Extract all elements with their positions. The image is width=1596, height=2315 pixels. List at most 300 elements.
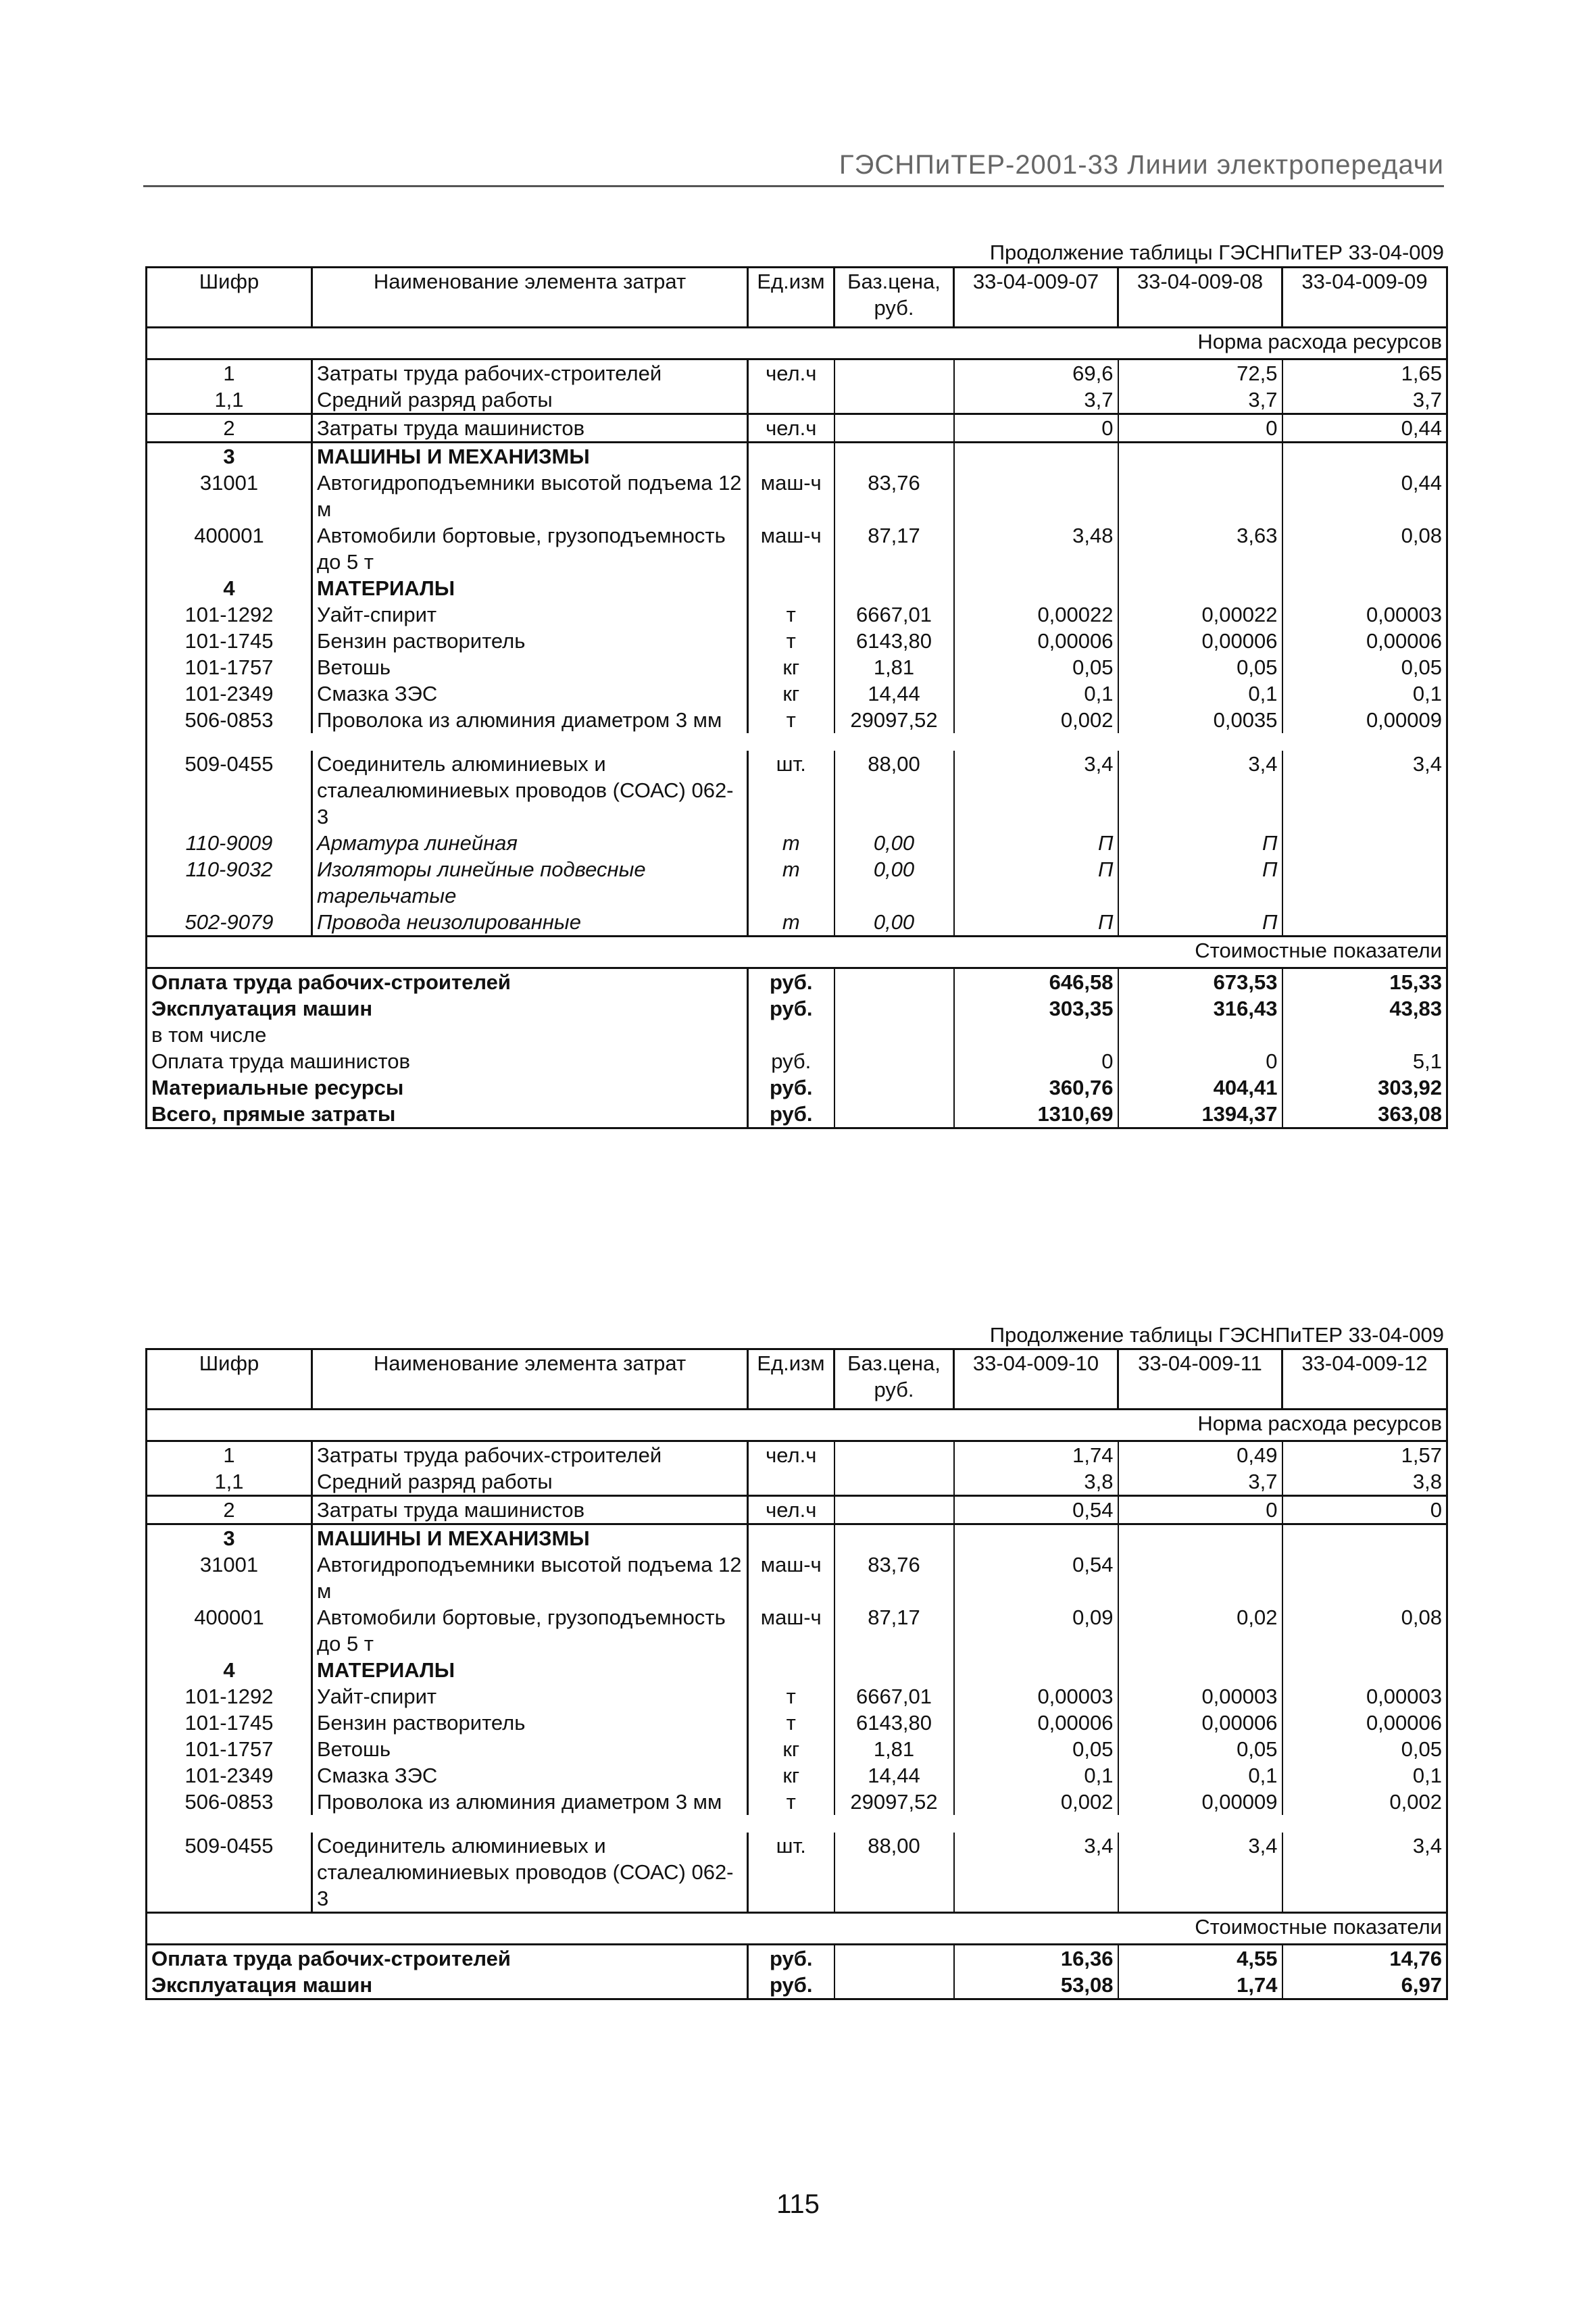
row-value xyxy=(954,1657,1118,1683)
summary-row xyxy=(147,1022,1447,1048)
summary-name: Оплата труда рабочих-строителей xyxy=(147,1945,748,1972)
row-value: 0,09 xyxy=(954,1604,1118,1657)
row-value: 3,63 xyxy=(1118,522,1282,575)
row-value: П xyxy=(1118,830,1282,856)
summary-row xyxy=(147,1074,1447,1101)
row-name: Проволока из алюминия диаметром 3 мм xyxy=(312,707,748,733)
row-price: 29097,52 xyxy=(834,707,954,733)
resource-table-2 xyxy=(145,1348,1448,2000)
summary-row xyxy=(147,1972,1447,1999)
row-value: 3,4 xyxy=(1118,751,1282,830)
row-value: 0 xyxy=(954,414,1118,443)
row-unit xyxy=(748,1524,834,1552)
row-value: 69,6 xyxy=(954,359,1118,387)
row-name: Затраты труда машинистов xyxy=(312,1496,748,1524)
summary-row xyxy=(147,968,1447,996)
row-value: 3,4 xyxy=(1118,1833,1282,1913)
row-value: 0,05 xyxy=(1282,1736,1447,1762)
row-code: 506-0853 xyxy=(147,1789,312,1815)
row-value: 0,05 xyxy=(1118,1736,1282,1762)
summary-name: Оплата труда рабочих-строителей xyxy=(147,968,748,996)
row-price: 1,81 xyxy=(834,1736,954,1762)
row-code: 2 xyxy=(147,414,312,443)
row-code: 506-0853 xyxy=(147,707,312,733)
summary-row xyxy=(147,1945,1447,1972)
row-value: 72,5 xyxy=(1118,359,1282,387)
row-code: 101-1292 xyxy=(147,601,312,628)
summary-name: Материальные ресурсы xyxy=(147,1074,748,1101)
row-code: 4 xyxy=(147,575,312,601)
summary-unit: руб. xyxy=(748,1048,834,1074)
row-unit: т xyxy=(748,830,834,856)
row-name: Затраты труда машинистов xyxy=(312,414,748,443)
row-value xyxy=(1282,1551,1447,1604)
row-value: 0,00009 xyxy=(1282,707,1447,733)
row-name: Соединитель алюминиевых и сталеалюминиевых проводов (СОАС) 062-3 xyxy=(312,1833,748,1913)
summary-value: 14,76 xyxy=(1282,1945,1447,1972)
row-value: 0,00003 xyxy=(1282,601,1447,628)
table-row xyxy=(147,1524,1447,1552)
row-value: 0,44 xyxy=(1282,414,1447,443)
row-name: Арматура линейная xyxy=(312,830,748,856)
row-name: Смазка ЗЭС xyxy=(312,1762,748,1789)
row-value xyxy=(1282,909,1447,937)
row-name: Затраты труда рабочих-строителей xyxy=(312,1441,748,1469)
row-unit: чел.ч xyxy=(748,414,834,443)
col-header-resource-code: 33-04-009-12 xyxy=(1282,1349,1447,1410)
col-header-resource-code: 33-04-009-11 xyxy=(1118,1349,1282,1410)
row-value xyxy=(1282,856,1447,909)
summary-value: 1310,69 xyxy=(954,1101,1118,1128)
row-unit xyxy=(748,387,834,414)
table-header-row xyxy=(147,268,1447,328)
row-price xyxy=(834,1657,954,1683)
summary-value: 673,53 xyxy=(1118,968,1282,996)
row-unit: маш-ч xyxy=(748,470,834,522)
table-row xyxy=(147,387,1447,414)
row-value: 0,1 xyxy=(1282,680,1447,707)
summary-value: 0 xyxy=(954,1048,1118,1074)
row-unit: т xyxy=(748,1710,834,1736)
row-code: 110-9009 xyxy=(147,830,312,856)
norm-band-label: Норма расхода ресурсов xyxy=(147,1410,1447,1441)
table-row xyxy=(147,707,1447,733)
table-row xyxy=(147,654,1447,680)
summary-price xyxy=(834,1972,954,1999)
row-unit: шт. xyxy=(748,1833,834,1913)
row-value: П xyxy=(1118,856,1282,909)
row-name: Автогидроподъемники высотой подъема 12 м xyxy=(312,470,748,522)
row-unit xyxy=(748,575,834,601)
row-price: 87,17 xyxy=(834,1604,954,1657)
row-value: 0,00003 xyxy=(1282,1683,1447,1710)
row-price: 6143,80 xyxy=(834,1710,954,1736)
col-header-unit: Ед.изм xyxy=(748,1349,834,1410)
norm-band-row xyxy=(147,1410,1447,1441)
row-value: 0,00003 xyxy=(954,1683,1118,1710)
summary-price xyxy=(834,995,954,1022)
row-name: Ветошь xyxy=(312,654,748,680)
row-code: 101-1745 xyxy=(147,628,312,654)
summary-unit: руб. xyxy=(748,1101,834,1128)
col-header-resource-code: 33-04-009-09 xyxy=(1282,268,1447,328)
row-code: 3 xyxy=(147,443,312,470)
spacer-row xyxy=(147,1815,1447,1833)
row-price xyxy=(834,414,954,443)
summary-name: Эксплуатация машин xyxy=(147,995,748,1022)
row-code: 509-0455 xyxy=(147,1833,312,1913)
row-price xyxy=(834,575,954,601)
row-value: 3,48 xyxy=(954,522,1118,575)
row-value: 3,7 xyxy=(1118,1468,1282,1496)
row-code: 400001 xyxy=(147,1604,312,1657)
col-header-resource-code: 33-04-009-10 xyxy=(954,1349,1118,1410)
summary-price xyxy=(834,1945,954,1972)
summary-name: Эксплуатация машин xyxy=(147,1972,748,1999)
row-name: Изоляторы линейные подвесные тарельчатые xyxy=(312,856,748,909)
row-value: 0,0035 xyxy=(1118,707,1282,733)
col-header-name: Наименование элемента затрат xyxy=(312,1349,748,1410)
row-value: 0,02 xyxy=(1118,1604,1282,1657)
row-value: 0,00022 xyxy=(1118,601,1282,628)
row-value xyxy=(1118,443,1282,470)
row-unit: маш-ч xyxy=(748,1551,834,1604)
row-price: 1,81 xyxy=(834,654,954,680)
row-value: 0,1 xyxy=(954,680,1118,707)
summary-value: 316,43 xyxy=(1118,995,1282,1022)
row-code: 1 xyxy=(147,359,312,387)
row-code: 1 xyxy=(147,1441,312,1469)
summary-value: 5,1 xyxy=(1282,1048,1447,1074)
table-row xyxy=(147,751,1447,830)
summary-value: 1,74 xyxy=(1118,1972,1282,1999)
row-name: Бензин растворитель xyxy=(312,628,748,654)
row-value: 0,00003 xyxy=(1118,1683,1282,1710)
row-code: 101-1757 xyxy=(147,1736,312,1762)
row-unit: т xyxy=(748,856,834,909)
col-header-resource-code: 33-04-009-07 xyxy=(954,268,1118,328)
row-value: 0,54 xyxy=(954,1496,1118,1524)
summary-unit: руб. xyxy=(748,1074,834,1101)
table-row xyxy=(147,522,1447,575)
table-row xyxy=(147,1736,1447,1762)
summary-value: 0 xyxy=(1118,1048,1282,1074)
row-price xyxy=(834,1524,954,1552)
row-value: 3,4 xyxy=(1282,1833,1447,1913)
row-price: 0,00 xyxy=(834,909,954,937)
table-1-caption: Продолжение таблицы ГЭСНПиТЕР 33-04-009 xyxy=(989,241,1444,264)
row-price: 83,76 xyxy=(834,470,954,522)
row-code: 1,1 xyxy=(147,1468,312,1496)
row-value: П xyxy=(954,830,1118,856)
row-value xyxy=(954,575,1118,601)
row-code: 2 xyxy=(147,1496,312,1524)
row-code: 101-1745 xyxy=(147,1710,312,1736)
summary-value xyxy=(1282,1022,1447,1048)
row-unit: чел.ч xyxy=(748,1496,834,1524)
table-row xyxy=(147,443,1447,470)
row-value xyxy=(1282,1524,1447,1552)
row-unit: т xyxy=(748,601,834,628)
row-value: 0,1 xyxy=(1282,1762,1447,1789)
table-row xyxy=(147,1683,1447,1710)
row-price xyxy=(834,443,954,470)
row-unit: т xyxy=(748,707,834,733)
summary-unit: руб. xyxy=(748,968,834,996)
row-value: 0,00006 xyxy=(954,628,1118,654)
row-value: 0,49 xyxy=(1118,1441,1282,1469)
col-header-code: Шифр xyxy=(147,268,312,328)
row-unit: чел.ч xyxy=(748,1441,834,1469)
row-price: 6143,80 xyxy=(834,628,954,654)
summary-value: 16,36 xyxy=(954,1945,1118,1972)
row-name: Автогидроподъемники высотой подъема 12 м xyxy=(312,1551,748,1604)
row-name: Автомобили бортовые, грузоподъемность до 5 т xyxy=(312,1604,748,1657)
summary-price xyxy=(834,968,954,996)
row-value xyxy=(1118,1524,1282,1552)
col-header-name: Наименование элемента затрат xyxy=(312,268,748,328)
summary-unit: руб. xyxy=(748,1945,834,1972)
summary-value: 303,35 xyxy=(954,995,1118,1022)
row-value xyxy=(1118,1657,1282,1683)
table-row xyxy=(147,1441,1447,1469)
col-header-code: Шифр xyxy=(147,1349,312,1410)
row-value: 0,05 xyxy=(954,654,1118,680)
row-name: Уайт-спирит xyxy=(312,1683,748,1710)
row-unit: т xyxy=(748,1789,834,1815)
cost-band-row xyxy=(147,937,1447,968)
row-name: Автомобили бортовые, грузоподъемность до 5 т xyxy=(312,522,748,575)
summary-name: Всего, прямые затраты xyxy=(147,1101,748,1128)
resource-table-1 xyxy=(145,266,1448,1129)
col-header-price: Баз.цена, руб. xyxy=(834,268,954,328)
table-row xyxy=(147,470,1447,522)
row-code: 110-9032 xyxy=(147,856,312,909)
row-value: 0,00006 xyxy=(1118,1710,1282,1736)
row-value: 0,44 xyxy=(1282,470,1447,522)
row-unit: т xyxy=(748,909,834,937)
summary-value: 43,83 xyxy=(1282,995,1447,1022)
row-name: Провода неизолированные xyxy=(312,909,748,937)
summary-value: 303,92 xyxy=(1282,1074,1447,1101)
col-header-resource-code: 33-04-009-08 xyxy=(1118,268,1282,328)
summary-name: Оплата труда машинистов xyxy=(147,1048,748,1074)
header-rule xyxy=(143,185,1444,187)
table-row xyxy=(147,414,1447,443)
spacer-row xyxy=(147,733,1447,751)
row-value: 0,1 xyxy=(1118,680,1282,707)
summary-value: 53,08 xyxy=(954,1972,1118,1999)
row-unit: маш-ч xyxy=(748,1604,834,1657)
row-value: 1,65 xyxy=(1282,359,1447,387)
summary-row xyxy=(147,995,1447,1022)
table-row xyxy=(147,680,1447,707)
row-value: 3,7 xyxy=(1282,387,1447,414)
table-row xyxy=(147,601,1447,628)
summary-value: 1394,37 xyxy=(1118,1101,1282,1128)
row-unit: чел.ч xyxy=(748,359,834,387)
row-value: 0,00022 xyxy=(954,601,1118,628)
summary-value: 404,41 xyxy=(1118,1074,1282,1101)
table-row xyxy=(147,1604,1447,1657)
row-unit: кг xyxy=(748,1762,834,1789)
row-value: 3,4 xyxy=(1282,751,1447,830)
row-value: 0,002 xyxy=(954,1789,1118,1815)
row-code: 31001 xyxy=(147,470,312,522)
summary-price xyxy=(834,1074,954,1101)
row-value xyxy=(1282,443,1447,470)
row-value: 0,00009 xyxy=(1118,1789,1282,1815)
summary-price xyxy=(834,1048,954,1074)
row-value: 1,74 xyxy=(954,1441,1118,1469)
summary-value: 6,97 xyxy=(1282,1972,1447,1999)
row-price: 6667,01 xyxy=(834,601,954,628)
row-value: 0,002 xyxy=(954,707,1118,733)
row-value: 0,1 xyxy=(1118,1762,1282,1789)
table-row xyxy=(147,575,1447,601)
row-value xyxy=(954,1524,1118,1552)
row-price: 87,17 xyxy=(834,522,954,575)
row-code: 101-1292 xyxy=(147,1683,312,1710)
row-unit: маш-ч xyxy=(748,522,834,575)
row-name: Соединитель алюминиевых и сталеалюминиевых проводов (СОАС) 062-3 xyxy=(312,751,748,830)
row-price xyxy=(834,359,954,387)
summary-price xyxy=(834,1022,954,1048)
row-code: 3 xyxy=(147,1524,312,1552)
row-value: 0,00006 xyxy=(1282,1710,1447,1736)
row-price: 88,00 xyxy=(834,751,954,830)
row-value: 0 xyxy=(1118,414,1282,443)
row-name: МАТЕРИАЛЫ xyxy=(312,575,748,601)
row-name: МАШИНЫ И МЕХАНИЗМЫ xyxy=(312,1524,748,1552)
summary-value xyxy=(954,1022,1118,1048)
row-name: МАШИНЫ И МЕХАНИЗМЫ xyxy=(312,443,748,470)
row-price: 0,00 xyxy=(834,856,954,909)
row-value xyxy=(1282,830,1447,856)
summary-value: 363,08 xyxy=(1282,1101,1447,1128)
row-code: 509-0455 xyxy=(147,751,312,830)
row-name: Смазка ЗЭС xyxy=(312,680,748,707)
row-value xyxy=(1118,1551,1282,1604)
row-name: Проволока из алюминия диаметром 3 мм xyxy=(312,1789,748,1815)
summary-unit: руб. xyxy=(748,995,834,1022)
table-header-row xyxy=(147,1349,1447,1410)
row-value: 0,08 xyxy=(1282,522,1447,575)
row-price xyxy=(834,1496,954,1524)
table-row xyxy=(147,856,1447,909)
row-value: 0,1 xyxy=(954,1762,1118,1789)
row-value: П xyxy=(1118,909,1282,937)
table-row xyxy=(147,359,1447,387)
table-row xyxy=(147,1657,1447,1683)
row-name: Затраты труда рабочих-строителей xyxy=(312,359,748,387)
row-price: 14,44 xyxy=(834,1762,954,1789)
row-unit xyxy=(748,1657,834,1683)
row-value: 0,00006 xyxy=(1118,628,1282,654)
summary-row xyxy=(147,1101,1447,1128)
row-value xyxy=(1282,1657,1447,1683)
row-name: Бензин растворитель xyxy=(312,1710,748,1736)
row-value: 0,08 xyxy=(1282,1604,1447,1657)
row-price xyxy=(834,1441,954,1469)
row-code: 101-1757 xyxy=(147,654,312,680)
summary-value: 360,76 xyxy=(954,1074,1118,1101)
page-number: 115 xyxy=(776,2189,820,2219)
row-unit: т xyxy=(748,628,834,654)
row-value: 0,002 xyxy=(1282,1789,1447,1815)
row-value: 3,8 xyxy=(1282,1468,1447,1496)
cost-band-row xyxy=(147,1913,1447,1945)
row-value xyxy=(954,470,1118,522)
row-value xyxy=(1118,470,1282,522)
row-unit: кг xyxy=(748,654,834,680)
row-value: 0,54 xyxy=(954,1551,1118,1604)
row-value: 0,05 xyxy=(954,1736,1118,1762)
cost-band-label: Стоимостные показатели xyxy=(147,1913,1447,1945)
table-row xyxy=(147,830,1447,856)
row-name: Средний разряд работы xyxy=(312,1468,748,1496)
col-header-price: Баз.цена, руб. xyxy=(834,1349,954,1410)
row-code: 400001 xyxy=(147,522,312,575)
row-value: 0 xyxy=(1282,1496,1447,1524)
row-price: 6667,01 xyxy=(834,1683,954,1710)
row-value: П xyxy=(954,856,1118,909)
row-value: 0 xyxy=(1118,1496,1282,1524)
table-row xyxy=(147,628,1447,654)
summary-unit: руб. xyxy=(748,1972,834,1999)
row-name: Уайт-спирит xyxy=(312,601,748,628)
row-unit: кг xyxy=(748,1736,834,1762)
row-code: 502-9079 xyxy=(147,909,312,937)
row-price: 83,76 xyxy=(834,1551,954,1604)
table-row xyxy=(147,909,1447,937)
table-row xyxy=(147,1789,1447,1815)
row-code: 101-2349 xyxy=(147,1762,312,1789)
summary-value: 15,33 xyxy=(1282,968,1447,996)
row-value: 3,7 xyxy=(954,387,1118,414)
table-row xyxy=(147,1468,1447,1496)
row-value: 3,4 xyxy=(954,751,1118,830)
table-row xyxy=(147,1496,1447,1524)
row-code: 1,1 xyxy=(147,387,312,414)
row-value xyxy=(1282,575,1447,601)
row-value: 0,05 xyxy=(1118,654,1282,680)
norm-band-row xyxy=(147,328,1447,359)
summary-name: в том числе xyxy=(147,1022,748,1048)
row-value: 3,8 xyxy=(954,1468,1118,1496)
col-header-unit: Ед.изм xyxy=(748,268,834,328)
row-value: 3,4 xyxy=(954,1833,1118,1913)
row-unit: т xyxy=(748,1683,834,1710)
summary-value: 646,58 xyxy=(954,968,1118,996)
row-unit xyxy=(748,443,834,470)
row-value: 0,00006 xyxy=(1282,628,1447,654)
row-value xyxy=(954,443,1118,470)
row-code: 31001 xyxy=(147,1551,312,1604)
table-2-caption: Продолжение таблицы ГЭСНПиТЕР 33-04-009 xyxy=(989,1323,1444,1347)
summary-value xyxy=(1118,1022,1282,1048)
row-value: 0,05 xyxy=(1282,654,1447,680)
table-row xyxy=(147,1710,1447,1736)
summary-unit xyxy=(748,1022,834,1048)
row-value: 1,57 xyxy=(1282,1441,1447,1469)
summary-price xyxy=(834,1101,954,1128)
norm-band-label: Норма расхода ресурсов xyxy=(147,328,1447,359)
row-price: 0,00 xyxy=(834,830,954,856)
running-header: ГЭСНПиТЕР-2001-33 Линии электропередачи xyxy=(839,150,1444,180)
row-value: 0,00006 xyxy=(954,1710,1118,1736)
table-row xyxy=(147,1551,1447,1604)
